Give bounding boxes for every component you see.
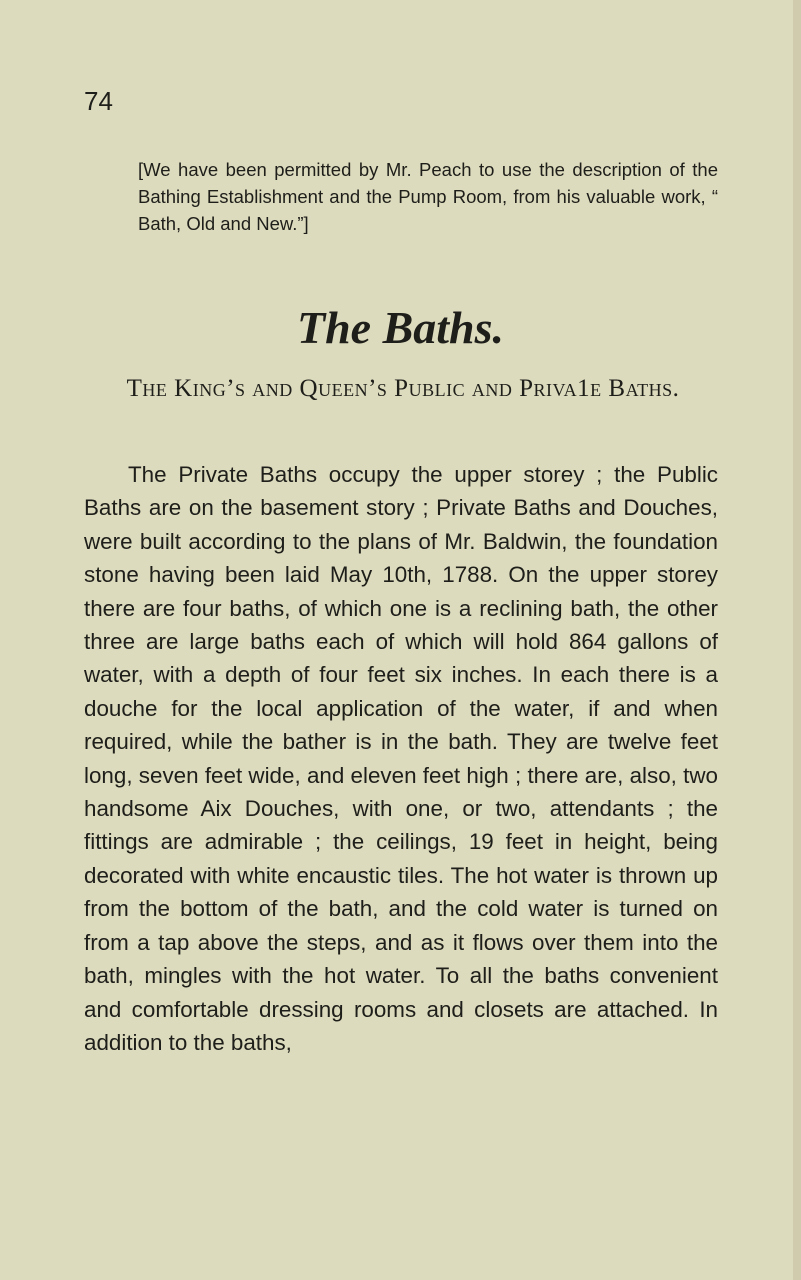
page-edge xyxy=(793,0,801,1280)
section-heading: The Baths. xyxy=(296,302,505,353)
section-subheading: The King’s and Queen’s Public and Priva1e Baths. xyxy=(126,375,680,402)
intro-note: [We have been permitted by Mr. Peach to use the description of the Bathing Establishment and the Pump Room, from his valuable work, “ Bath, Old and New.”] xyxy=(138,159,718,234)
body-paragraph: The Private Baths occupy the upper storey ; the Public Baths are on the basement story ; Private Baths and Douches, were built according to the plans of Mr. Baldwin, the foundation stone having been laid May 10th, 1788. On the upper storey there are four baths, of which one is a reclining bath, the other three are large baths each of which will hold 864 gallons of water, with a depth of four feet six inches. In each there is a douche for the local application of the water, if and when required, while the bather is in the bath. They are twelve feet long, seven feet wide, and eleven feet high ; there are, also, two handsome Aix Douches, with one, or two, attendants ; the fittings are admirable ; the ceilings, 19 feet in height, being decorated with white encaustic tiles. The hot water is thrown up from the bottom of the bath, and the cold water is turned on from a tap above the steps, and as it flows over them into the bath, mingles with the hot water. To all the baths convenient and comfortable dressing rooms and closets are attached. In addition to the baths, xyxy=(84,462,718,1055)
page-number: 74 xyxy=(84,86,113,116)
